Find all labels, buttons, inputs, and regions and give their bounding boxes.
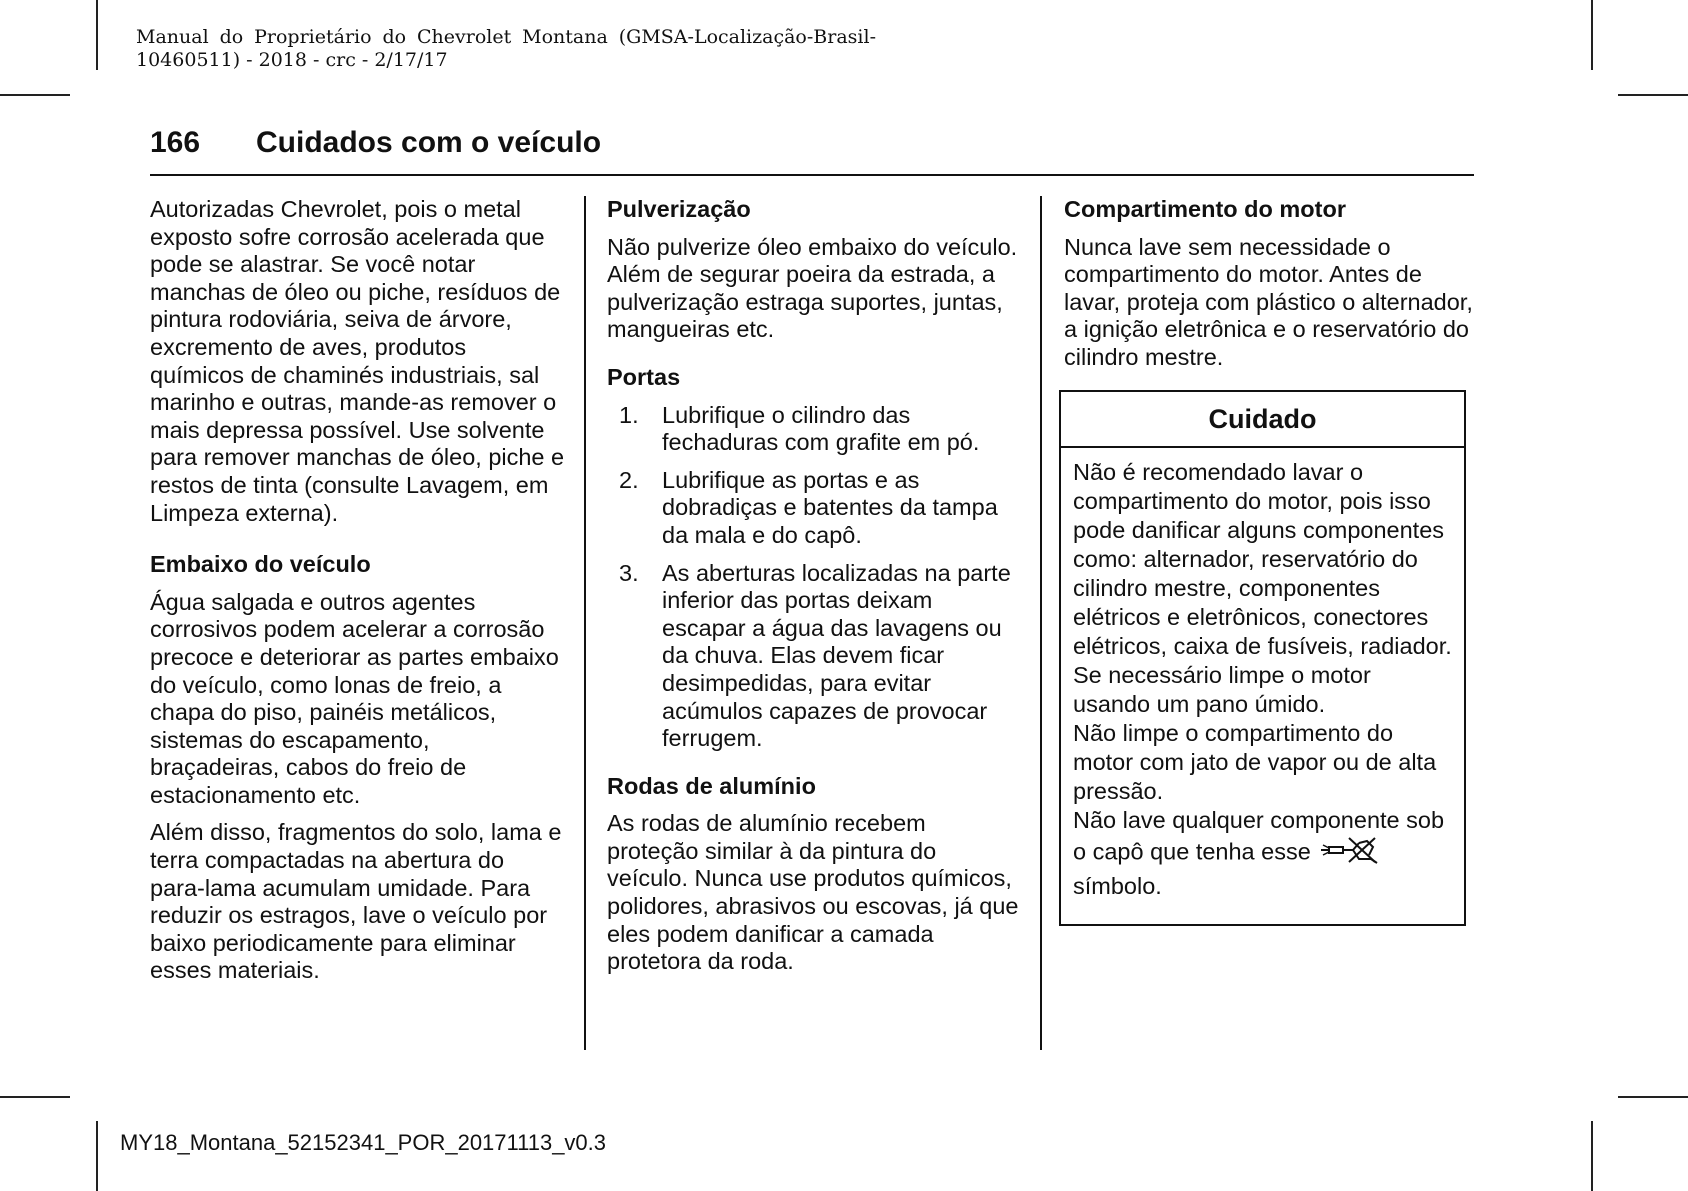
- caution-title: Cuidado: [1061, 392, 1464, 448]
- paragraph-debris: Além disso, fragmentos do solo, lama e terra compactadas na abertura do para-lama acumulam umidade. Para reduzir os estragos, lave o veículo por baixo periodicamente para eliminar esses materiais.: [150, 819, 562, 984]
- crop-mark-top-right-v: [1591, 0, 1593, 70]
- caution-paragraph: Se necessário limpe o motor usando um pano úmido.: [1073, 662, 1371, 717]
- section-title: Cuidados com o veículo: [256, 126, 602, 159]
- caution-paragraph: Não limpe o compartimento do motor com jato de vapor ou de alta pressão.: [1073, 720, 1437, 804]
- crop-mark-top-left-h: [0, 94, 70, 96]
- column-divider-1: [584, 196, 586, 1050]
- page-number: 166: [150, 126, 201, 159]
- list-item-number: 2.: [619, 466, 639, 493]
- paragraph-rodas: As rodas de alumínio recebem proteção similar à da pintura do veículo. Nunca use produtos químicos, polidores, abrasivos ou escovas, já que eles podem danificar a camada protetora da roda.: [607, 810, 1019, 975]
- crop-mark-bottom-right-h: [1618, 1096, 1688, 1098]
- crop-mark-bottom-left-v: [96, 1121, 98, 1191]
- no-pressure-washing-icon: [1319, 835, 1383, 872]
- caution-paragraph-symbol: [1073, 806, 1452, 901]
- caution-paragraph: Não é recomendado lavar o compartimento do motor, pois isso pode danificar alguns componentes como: alternador, reservatório do cilindro mestre, componentes elétricos e eletrônicos, conectores elétricos, caixa de fusíveis, radiador.: [1073, 459, 1452, 659]
- list-item-text: As aberturas localizadas na parte inferior das portas deixam escapar a água das lavagens ou da chuva. Elas devem ficar desimpedidas, para evitar acúmulos capazes de provocar ferrugem.: [662, 559, 1011, 752]
- heading-pulverizacao: Pulverização: [607, 196, 751, 222]
- column-1: [150, 196, 565, 985]
- list-item: [607, 402, 1022, 457]
- paragraph-corrosion: Autorizadas Chevrolet, pois o metal exposto sofre corrosão acelerada que pode se alastrar. Se você notar manchas de óleo ou piche, resíduos de pintura rodoviária, seiva de árvore, excremento de aves, produtos químicos de chaminés industriais, sal marinho e outras, mande-as remover o mais depressa possível. Use solvente para remover manchas de óleo, piche e restos de tinta (consulte Lavagem, em Limpeza externa).: [150, 196, 565, 526]
- list-item: [607, 467, 1022, 550]
- list-item-text: Lubrifique as portas e as dobradiças e batentes da tampa da mala e do capô.: [662, 466, 998, 548]
- column-2: [607, 196, 1022, 976]
- list-item: [607, 560, 1022, 753]
- crop-mark-bottom-right-v: [1591, 1121, 1593, 1191]
- caution-symbol-text-after: símbolo.: [1073, 873, 1162, 899]
- caution-body: [1061, 448, 1464, 901]
- heading-compartimento-do-motor: Compartimento do motor: [1064, 196, 1346, 222]
- portas-list: [607, 402, 1022, 753]
- crop-mark-top-right-h: [1618, 94, 1688, 96]
- paragraph-underbody: Água salgada e outros agentes corrosivos podem acelerar a corrosão precoce e deteriorar as partes embaixo do veículo, como lonas de freio, a chapa do piso, painéis metálicos, sistemas do escapamento, braçadeiras, cabos do freio de estacionamento etc.: [150, 588, 559, 808]
- heading-embaixo-do-veiculo: Embaixo do veículo: [150, 551, 371, 578]
- crop-mark-top-left-v: [96, 0, 98, 70]
- page-header: [150, 120, 1474, 176]
- paragraph-pulverizacao: Não pulverize óleo embaixo do veículo. Além de segurar poeira da estrada, a pulverização estraga suportes, juntas, mangueiras etc.: [607, 233, 1018, 343]
- document-id-footer: MY18_Montana_52152341_POR_20171113_v0.3: [120, 1130, 607, 1155]
- heading-portas: Portas: [607, 363, 681, 390]
- paragraph-motor: Nunca lave sem necessidade o compartimento do motor. Antes de lavar, proteja com plástico o alternador, a ignição eletrônica e o reservatório do cilindro mestre.: [1064, 233, 1473, 370]
- list-item-number: 3.: [619, 559, 639, 586]
- column-divider-2: [1040, 196, 1042, 1050]
- caution-symbol-text-before: Não lave qualquer componente sob o capô que tenha esse: [1073, 807, 1445, 865]
- crop-mark-bottom-left-h: [0, 1096, 70, 1098]
- document-meta-header: Manual do Proprietário do Chevrolet Montana (GMSA-Localização-Brasil-10460511) - 2018 - crc - 2/17/17: [136, 26, 876, 71]
- column-3: [1064, 196, 1479, 372]
- heading-rodas-de-aluminio: Rodas de alumínio: [607, 772, 816, 799]
- list-item-number: 1.: [619, 401, 639, 428]
- list-item-text: Lubrifique o cilindro das fechaduras com grafite em pó.: [662, 401, 980, 456]
- caution-box: [1059, 390, 1466, 926]
